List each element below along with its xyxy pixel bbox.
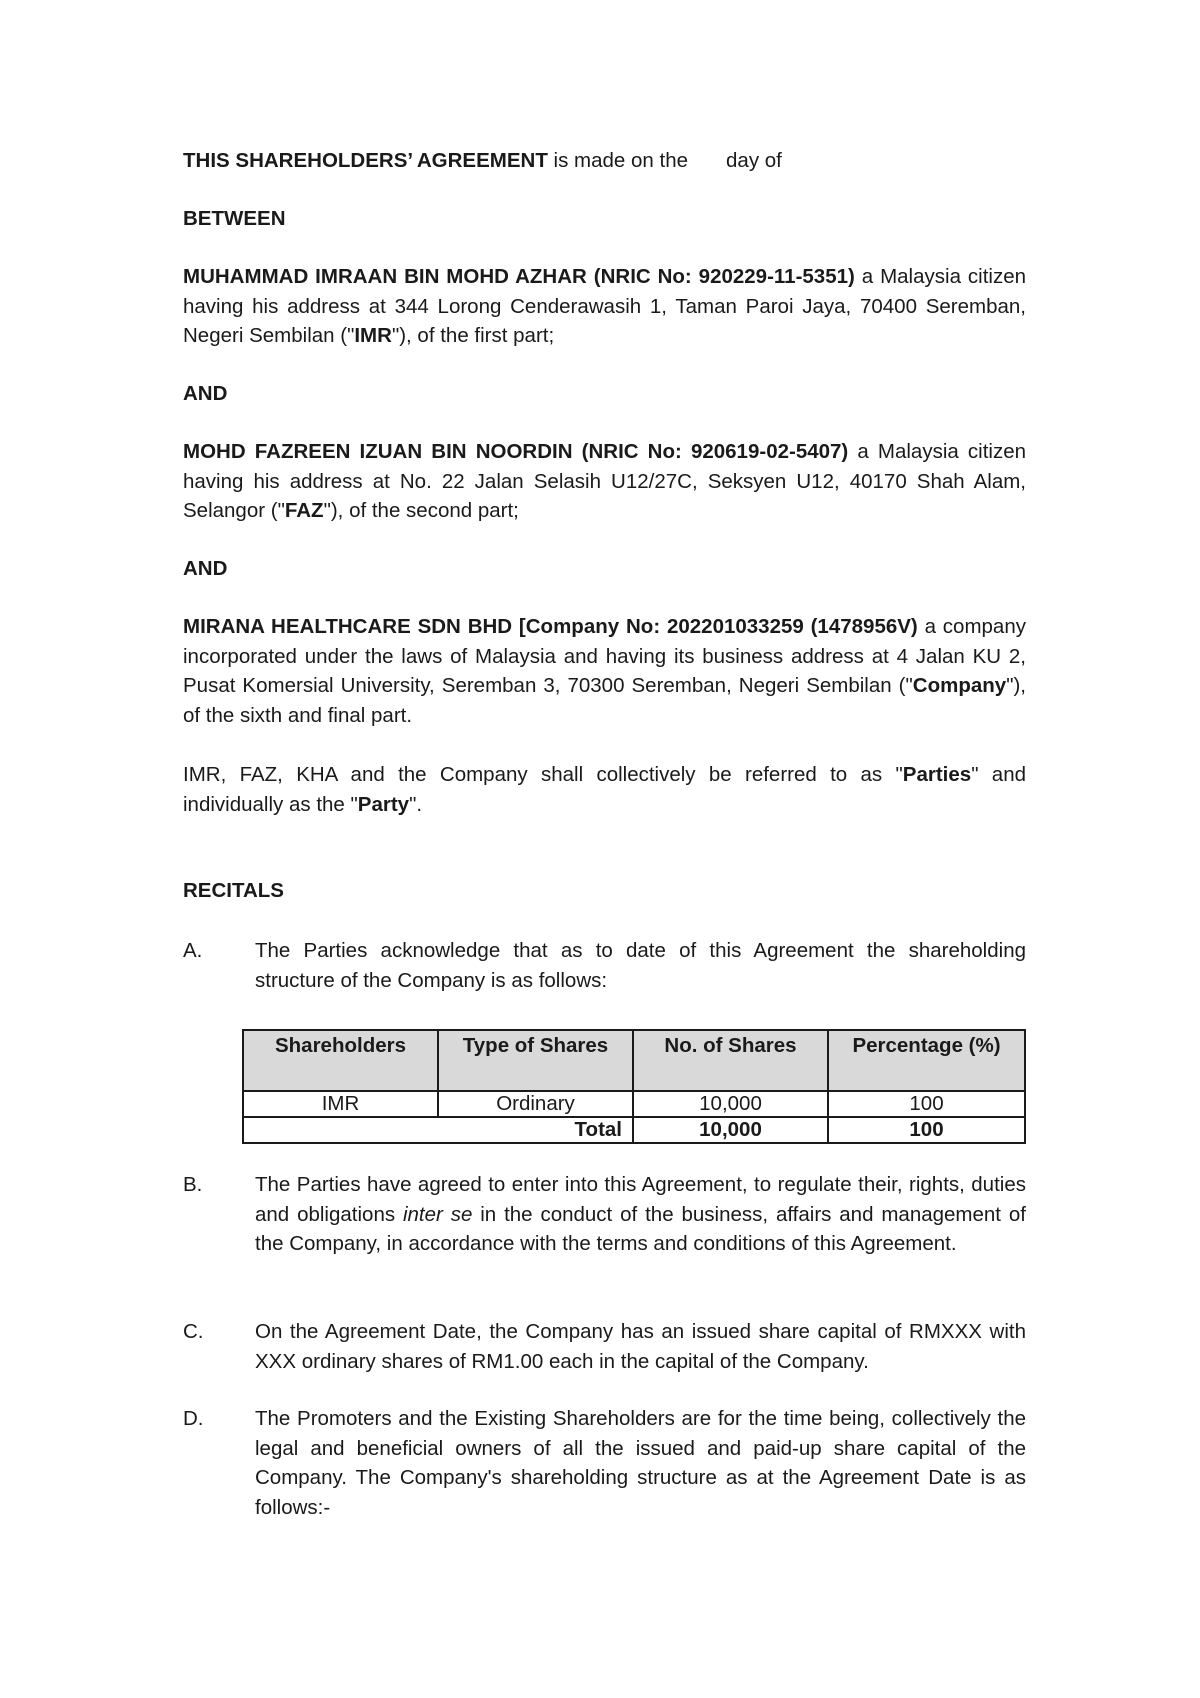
recital-a-text: The Parties acknowledge that as to date of this Agreement the shareholding structure of the Company is as follows:: [255, 939, 1026, 992]
cell-type-of-shares: Ordinary: [438, 1091, 633, 1117]
recital-b: [183, 1170, 1026, 1259]
agreement-title: THIS SHAREHOLDERS’ AGREEMENT: [183, 149, 548, 172]
party-1-paragraph: [183, 262, 1026, 351]
party-2-paragraph: [183, 437, 1026, 526]
recital-c: [183, 1317, 1026, 1376]
col-header-percentage: Percentage (%): [828, 1030, 1025, 1091]
party-3-paragraph: [183, 612, 1026, 730]
agreement-intro: [183, 146, 1026, 176]
party-2-short-name: FAZ: [284, 499, 324, 522]
recital-d-text: The Promoters and the Existing Shareholders are for the time being, collectively the legal and beneficial owners of all the issued and paid-up share capital of the Company. The Company's shareholding structure as at the Agreement Date is as follows:-: [255, 1407, 1026, 1519]
table-row: [243, 1091, 1025, 1117]
party-1-short-name: IMR: [354, 324, 392, 347]
recital-a-letter: A.: [183, 939, 203, 962]
table-header-row: [243, 1030, 1025, 1091]
party-1-address: a Malaysia citizen having his address at 344 Lorong Cenderawasih 1, Taman Paroi Jaya, 70400 Seremban, Negeri Sembilan (": [183, 265, 1026, 347]
shareholding-table: [242, 1029, 1026, 1144]
document-page: [183, 0, 1026, 1698]
intro-text: is made on the: [547, 149, 689, 172]
recital-b-text-b: in the conduct of the business, affairs and management of the Company, in accordance with the terms and conditions of this Agreement.: [255, 1202, 1026, 1255]
party-3-name: MIRANA HEALTHCARE SDN BHD [Company No: 202201033259 (1478956V): [183, 615, 918, 638]
parties-term: Parties: [902, 763, 972, 786]
parties-def-text-b: " and individually as the ": [183, 763, 1026, 816]
recital-d-letter: D.: [183, 1407, 204, 1430]
parties-definition: [183, 760, 1026, 819]
total-label: Total: [243, 1117, 633, 1143]
total-shares: 10,000: [633, 1117, 828, 1143]
party-1-suffix: "), of the first part;: [391, 324, 555, 347]
cell-no-of-shares: 10,000: [633, 1091, 828, 1117]
recital-c-text: On the Agreement Date, the Company has an issued share capital of RMXXX with XXX ordinary shares of RM1.00 each in the capital of the Company.: [255, 1320, 1026, 1373]
col-header-no-of-shares: No. of Shares: [633, 1030, 828, 1091]
party-2-name: MOHD FAZREEN IZUAN BIN NOORDIN (NRIC No: 920619-02-5407): [183, 440, 849, 463]
party-3-short-name: Company: [912, 674, 1007, 697]
parties-def-text-c: ".: [409, 792, 423, 816]
col-header-shareholders: Shareholders: [243, 1030, 438, 1091]
parties-def-text-a: IMR, FAZ, KHA and the Company shall collectively be referred to as ": [183, 763, 903, 786]
and-heading-2: AND: [183, 557, 228, 580]
recital-d: [183, 1404, 1026, 1522]
party-2-address: a Malaysia citizen having his address at No. 22 Jalan Selasih U12/27C, Seksyen U12, 40170 Shah Alam, Selangor (": [183, 440, 1026, 522]
total-percentage: 100: [828, 1117, 1025, 1143]
table-total-row: [243, 1117, 1025, 1143]
cell-shareholder: IMR: [243, 1091, 438, 1117]
party-3-address: a company incorporated under the laws of Malaysia and having its business address at 4 Jalan KU 2, Pusat Komersial University, Seremban 3, 70300 Seremban, Negeri Sembilan (": [183, 615, 1026, 697]
party-term: Party: [357, 792, 410, 816]
between-heading: BETWEEN: [183, 207, 286, 230]
cell-percentage: 100: [828, 1091, 1025, 1117]
recital-a: [183, 936, 1026, 995]
recital-c-letter: C.: [183, 1320, 204, 1343]
recitals-heading: RECITALS: [183, 879, 284, 902]
recital-b-letter: B.: [183, 1173, 203, 1196]
recital-b-text: [255, 1170, 1026, 1259]
intro-day-of: day of: [726, 149, 782, 172]
recital-b-text-a: The Parties have agreed to enter into this Agreement, to regulate their, rights, duties and obligations: [255, 1173, 1026, 1226]
col-header-type-of-shares: Type of Shares: [438, 1030, 633, 1091]
party-3-suffix: "), of the sixth and final part.: [183, 674, 1026, 727]
and-heading-1: AND: [183, 382, 228, 405]
recital-b-italic: inter se: [402, 1202, 473, 1226]
party-2-suffix: "), of the second part;: [323, 499, 519, 522]
party-1-name: MUHAMMAD IMRAAN BIN MOHD AZHAR (NRIC No: 920229-11-5351): [183, 265, 855, 288]
